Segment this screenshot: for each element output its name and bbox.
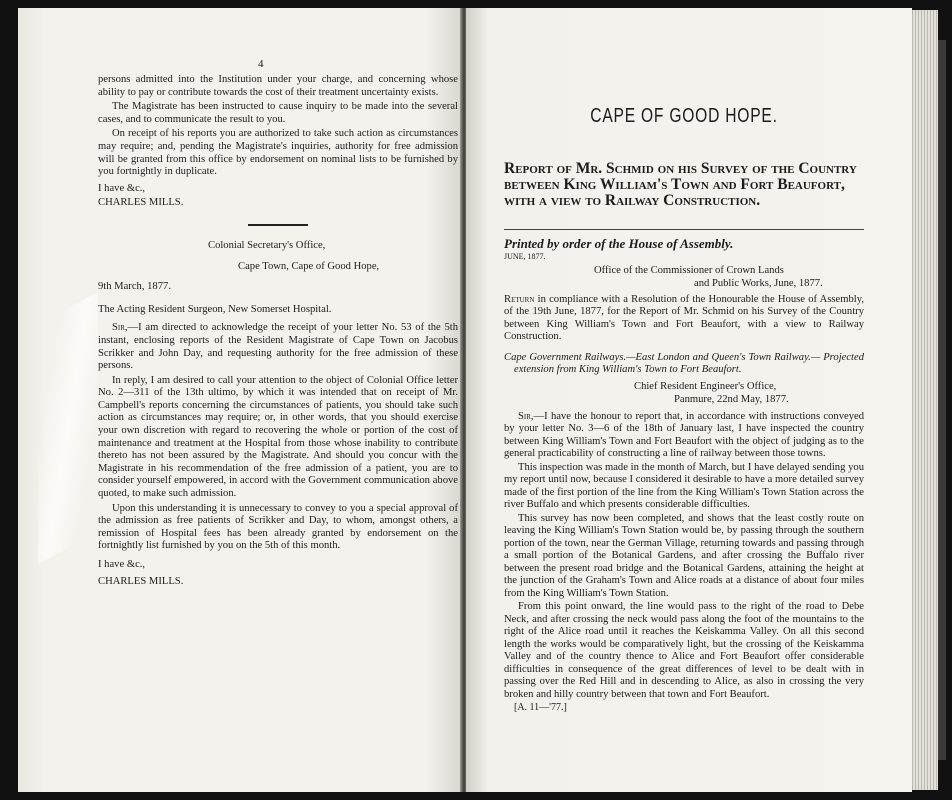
report-paragraph: From this point onward, the line would pass to the right of the road to Debe Neck, and after crossing the neck would pass along the foot of the mountains to the right of the Alice road until it reaches the Keiskamma Valley. On all this second length the works would be comparatively light, but the crossing of the Keiskamma Valley and of the country thence to Alice and Fort Beaufort offer considerable difficulties in consequence of the great differences of level to be dealt with in passing over the Red Hill and in descending to Alice, as also in crossing the very broken and hilly country between that town and Fort Beaufort. [504, 601, 864, 700]
printed-by: Printed by order of the House of Assembly. [504, 235, 734, 251]
report-paragraph: Sir,—I have the honour to report that, in accordance with instructions conveyed by your letter No. 3—6 of the 18th of January last, I have inspected the country between King William's Town and Fort Beaufort with the object of judging as to the general practicability of constructing a line of railway between those towns. [504, 410, 864, 459]
page-edges [912, 10, 938, 790]
report-paragraph: This inspection was made in the month of March, but I have delayed sending you my report until now, because I considered it desirable to have a more detailed survey made of the first portion of the line from the King William's Town Station across the river Buffalo and which presents considerable difficulties. [504, 461, 864, 510]
salutation: Sir, [518, 410, 534, 422]
return-word: Return [504, 293, 535, 305]
signature: CHARLES MILLS. [98, 575, 184, 587]
left-page [18, 8, 462, 792]
closing: I have &c., [98, 182, 146, 194]
letter-paragraph: Sir,—I am directed to acknowledge the receipt of your letter No. 53 of the 5th instant, enclosing reports of the Resident Magistrate of Cape Town on Jacobus Scrikker and John Day, and requesting authority for the free admission of these persons. [98, 322, 458, 372]
office-line: Colonial Secretary's Office, [208, 239, 326, 251]
printed-date: JUNE, 1877. [504, 252, 546, 261]
date-line: 9th March, 1877. [98, 281, 171, 293]
letter-paragraph: In reply, I am desired to call your attention to the object of Colonial Office letter No. 2—311 of the 13th ultimo, by which it was intended that on receipt of Mr. Campbell's reports concerning the circumstances of patients, you should take such action as circumstances may require; or, in other words, that you should exercise your own discretion with regard to recovering the whole or portion of the cost of maintenance and treatment at the Hospital from those whose inability to contribute thereto has not been assured by the Magistrate. And should you concur with the Magistrate in his recommendation of the free admission of a patient, you are to consider yourself empowered, in accord with the Government communication above quoted, to make such admission. [98, 374, 458, 500]
salutation: Sir, [112, 322, 128, 334]
addressee: The Acting Resident Surgeon, New Somerset Hospital. [98, 303, 332, 315]
paragraph: On receipt of his reports you are authorized to take such action as circumstances may require; and, pending the Magistrate's inquiries, authority for free admission will be granted from this office by endorsement on nominal lists to be furnished by you fortnightly in duplicate. [98, 128, 458, 178]
right-page [466, 8, 912, 792]
chief-office: Chief Resident Engineer's Office, [634, 380, 777, 392]
book-cover-edge [938, 40, 946, 760]
footer-reference: [A. 11—'77.] [514, 702, 567, 713]
left-page-text [98, 74, 458, 590]
divider [248, 224, 308, 226]
closing: I have &c., [98, 559, 146, 570]
divider [504, 229, 864, 230]
letter-paragraph: Upon this understanding it is unnecessary to convey to you a special approval of the admission as free patients of Scrikker and Day, to whom, amongst others, a remission of Hospital fees has been already granted by endorsement on the fortnightly list furnished by you on the 5th of this month. [98, 502, 458, 552]
report-paragraph: This survey has now been completed, and shows that the least costly route on leaving the King William's Town Station would be, by passing through the southern portion of the town, near the German Village, returning towards and passing through a small portion of the Botanical Gardens, and after crossing the Buffalo river between the present road bridge and the Botanical Gardens, attaining the height at the junction of the Graham's Town and Alice roads at a distance of about four miles from the King William's Town Station. [504, 512, 864, 599]
office-line: Office of the Commissioner of Crown Lands [594, 264, 784, 276]
page-number: 4 [258, 58, 264, 70]
signature: CHARLES MILLS. [98, 197, 184, 209]
report-heading: Report of Mr. Schmid on his Survey of the Country between King William's Town and Fort Beaufort, with a view to Railway Construction. [504, 159, 857, 209]
chief-date: Panmure, 22nd May, 1877. [674, 394, 789, 405]
return-paragraph: Return in compliance with a Resolution of the Honourable the House of Assembly, of the 19th June, 1877, for the Report of Mr. Schmid on his Survey of the Country between King William's Town and Fort Beaufort, with a view to Railway Construction. [504, 293, 864, 342]
paragraph: The Magistrate has been instructed to cause inquiry to be made into the several cases, and to communicate the result to you. [98, 101, 458, 125]
office-line: and Public Works, June, 1877. [694, 278, 823, 289]
city-line: Cape Town, Cape of Good Hope, [238, 260, 380, 272]
page-curl-highlight [38, 292, 98, 564]
railways-line: Cape Government Railways.—East London and Queen's Town Railway.— Projected extension from King William's Town to Fort Beaufort. [504, 351, 864, 375]
right-page-text [504, 88, 864, 716]
paragraph: persons admitted into the Institution under your charge, and concerning whose ability to pay or contribute towards the cost of their treatment uncertainty exists. [98, 74, 458, 98]
document-title: CAPE OF GOOD HOPE. [590, 105, 778, 127]
